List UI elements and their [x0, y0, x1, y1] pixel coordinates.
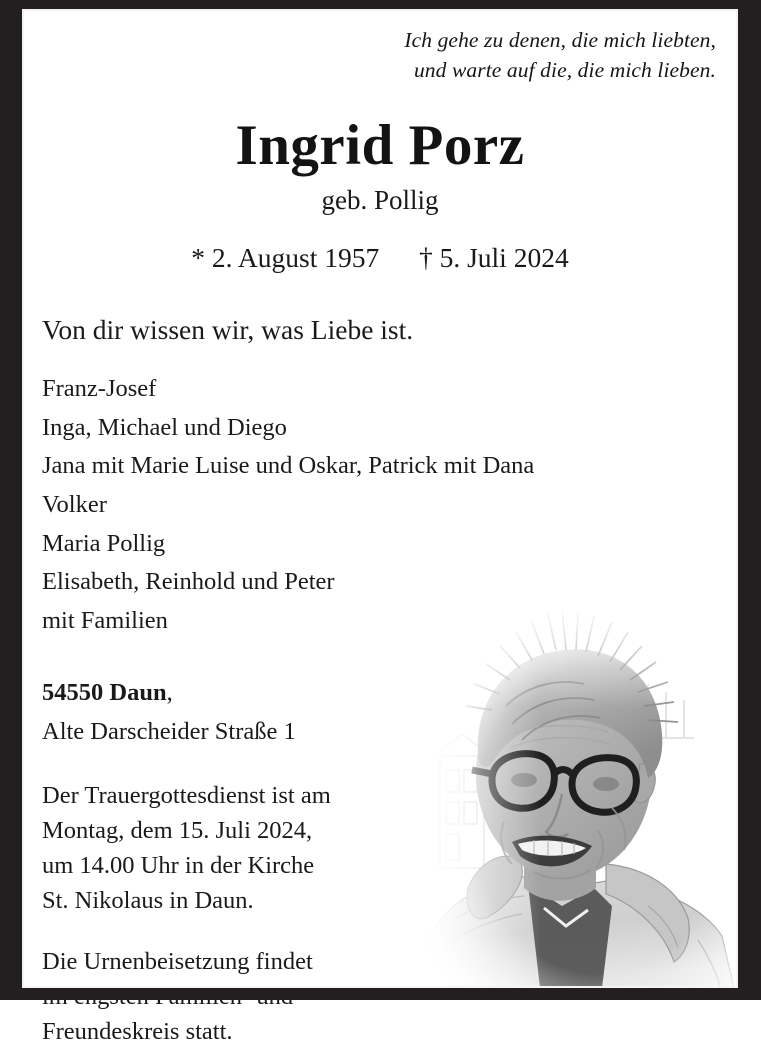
- deceased-name: Ingrid Porz: [235, 114, 525, 178]
- notice-sheet: [22, 9, 738, 1045]
- family-member-line: Inga, Michael und Diego: [42, 413, 287, 441]
- family-member-line: Jana mit Marie Luise und Oskar, Patrick mit Dana: [42, 452, 535, 480]
- address-city-line: [42, 674, 720, 713]
- death-symbol: †: [418, 242, 433, 274]
- address-city-suffix: ,: [166, 679, 173, 707]
- service-line: Der Trauergottesdienst ist am: [42, 781, 331, 809]
- family-member-line: Volker: [42, 491, 107, 519]
- service-line: um 14.00 Uhr in der Kirche: [42, 851, 315, 879]
- notice-content: [22, 26, 738, 1049]
- death-date: 5. Juli 2024: [439, 242, 569, 274]
- family-member-line: Franz-Josef: [42, 375, 157, 403]
- birth-symbol: *: [191, 242, 206, 274]
- frame-right-border: [738, 0, 761, 1000]
- burial-line: Freundeskreis statt.: [42, 1017, 233, 1045]
- life-dates: [40, 244, 720, 272]
- frame-top-border: [0, 0, 761, 9]
- quote-line-1: Ich gehe zu denen, die mich liebten,: [404, 28, 716, 52]
- memorial-quote: [40, 26, 716, 85]
- birth-date: 2. August 1957: [211, 242, 380, 274]
- frame-left-border: [0, 0, 22, 1000]
- family-member-line: mit Familien: [42, 606, 168, 634]
- burial-line: Die Urnenbeisetzung findet: [42, 947, 313, 975]
- family-member-line: Maria Pollig: [42, 529, 166, 557]
- address-block: [42, 674, 720, 751]
- service-line: Montag, dem 15. Juli 2024,: [42, 816, 313, 844]
- memorial-motto: Von dir wissen wir, was Liebe ist.: [42, 313, 414, 345]
- funeral-service-info: [42, 778, 442, 918]
- frame-bottom-border: [0, 988, 761, 1000]
- quote-line-2: und warte auf die, die mich lieben.: [413, 57, 716, 82]
- family-list: [42, 370, 720, 640]
- deceased-maiden-name: geb. Pollig: [321, 185, 439, 216]
- service-line: St. Nikolaus in Daun.: [42, 886, 254, 914]
- address-street: Alte Darscheider Straße 1: [42, 717, 296, 745]
- family-member-line: Elisabeth, Reinhold und Peter: [42, 568, 335, 596]
- address-city: 54550 Daun: [42, 679, 167, 707]
